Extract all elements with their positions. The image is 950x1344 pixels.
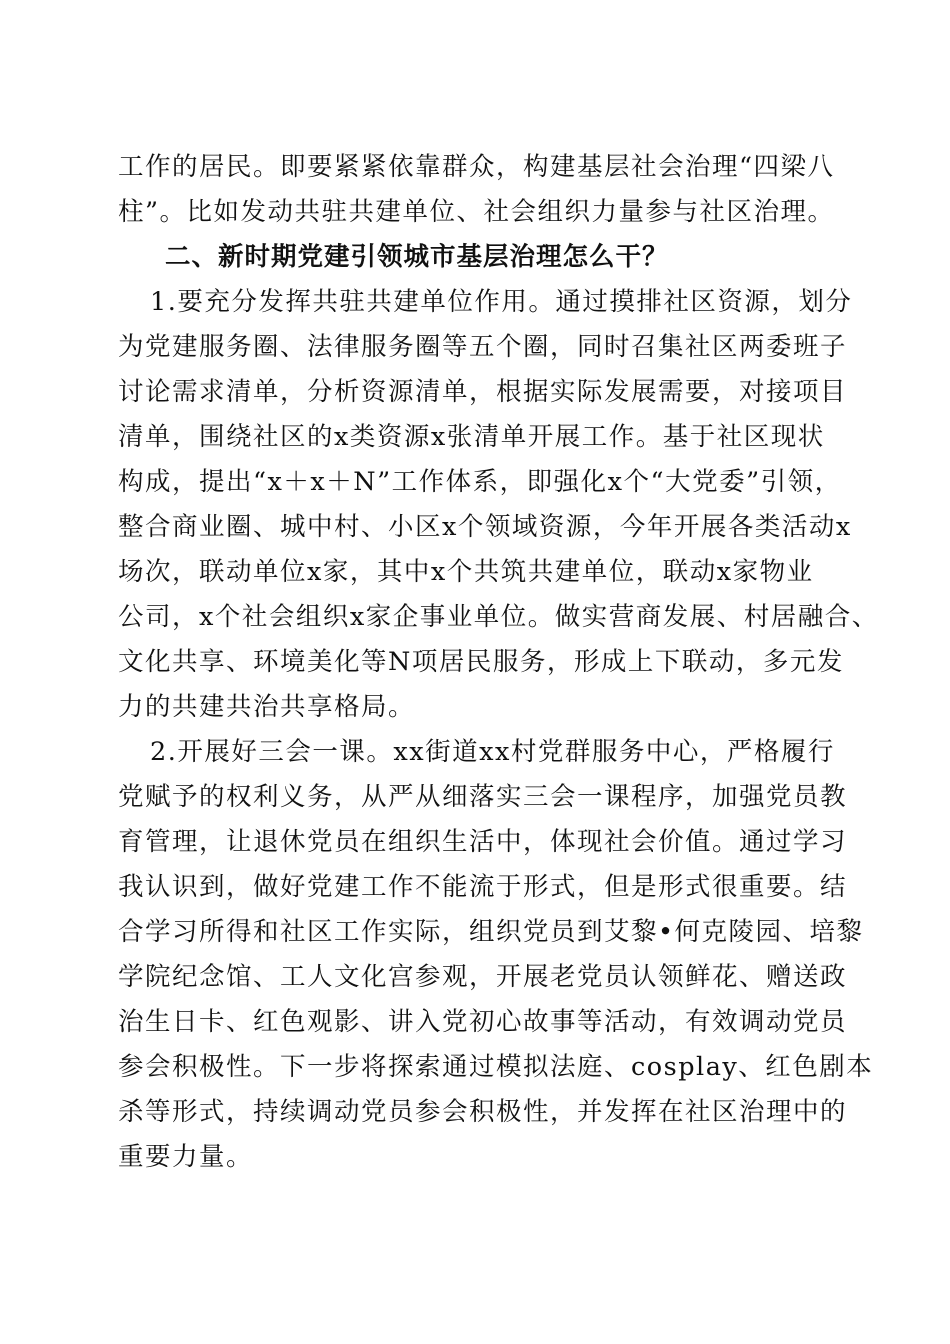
paragraph-line: 清单，围绕社区的x类资源x张清单开展工作。基于社区现状 [118,422,825,452]
paragraph-line: 力的共建共治共享格局。 [118,692,416,722]
paragraph-line: 文化共享、环境美化等N项居民服务，形成上下联动，多元发 [118,647,844,677]
section-heading: 二、新时期党建引领城市基层治理怎么干？ [165,242,669,272]
paragraph-line: 讨论需求清单，分析资源清单，根据实际发展需要，对接项目 [118,377,848,407]
paragraph-line: 整合商业圈、城中村、小区x个领域资源，今年开展各类活动x [118,512,852,542]
paragraph-line: 学院纪念馆、工人文化宫参观，开展老党员认领鲜花、赠送政 [118,962,848,992]
paragraph-line: 党赋予的权利义务，从严从细落实三会一课程序，加强党员教 [118,782,848,812]
paragraph-line: 参会积极性。下一步将探索通过模拟法庭、cosplay、红色剧本 [118,1052,874,1082]
paragraph-line: 我认识到，做好党建工作不能流于形式，但是形式很重要。结 [118,872,848,902]
paragraph-line: 合学习所得和社区工作实际，组织党员到艾黎•何克陵园、培黎 [118,917,864,947]
paragraph-line: 场次，联动单位x家，其中x个共筑共建单位，联动x家物业 [118,557,814,587]
paragraph-line: 柱”。比如发动共驻共建单位、社会组织力量参与社区治理。 [118,197,835,227]
paragraph-line: 育管理，让退休党员在组织生活中，体现社会价值。通过学习 [118,827,848,857]
paragraph-line: 构成，提出“x＋x＋N”工作体系，即强化x个“大党委”引领， [118,467,842,497]
paragraph-line: 1.要充分发挥共驻共建单位作用。通过摸排社区资源，划分 [150,287,853,317]
paragraph-line: 公司，x个社会组织x家企事业单位。做实营商发展、村居融合、 [118,602,879,632]
paragraph-line: 工作的居民。即要紧紧依靠群众，构建基层社会治理“四梁八 [118,152,835,182]
paragraph-line: 杀等形式，持续调动党员参会积极性，并发挥在社区治理中的 [118,1097,848,1127]
paragraph-line: 重要力量。 [118,1142,254,1172]
paragraph-line: 治生日卡、红色观影、讲入党初心故事等活动，有效调动党员 [118,1007,848,1037]
paragraph-line: 为党建服务圈、法律服务圈等五个圈，同时召集社区两委班子 [118,332,848,362]
paragraph-line: 2.开展好三会一课。xx街道xx村党群服务中心，严格履行 [150,737,835,767]
